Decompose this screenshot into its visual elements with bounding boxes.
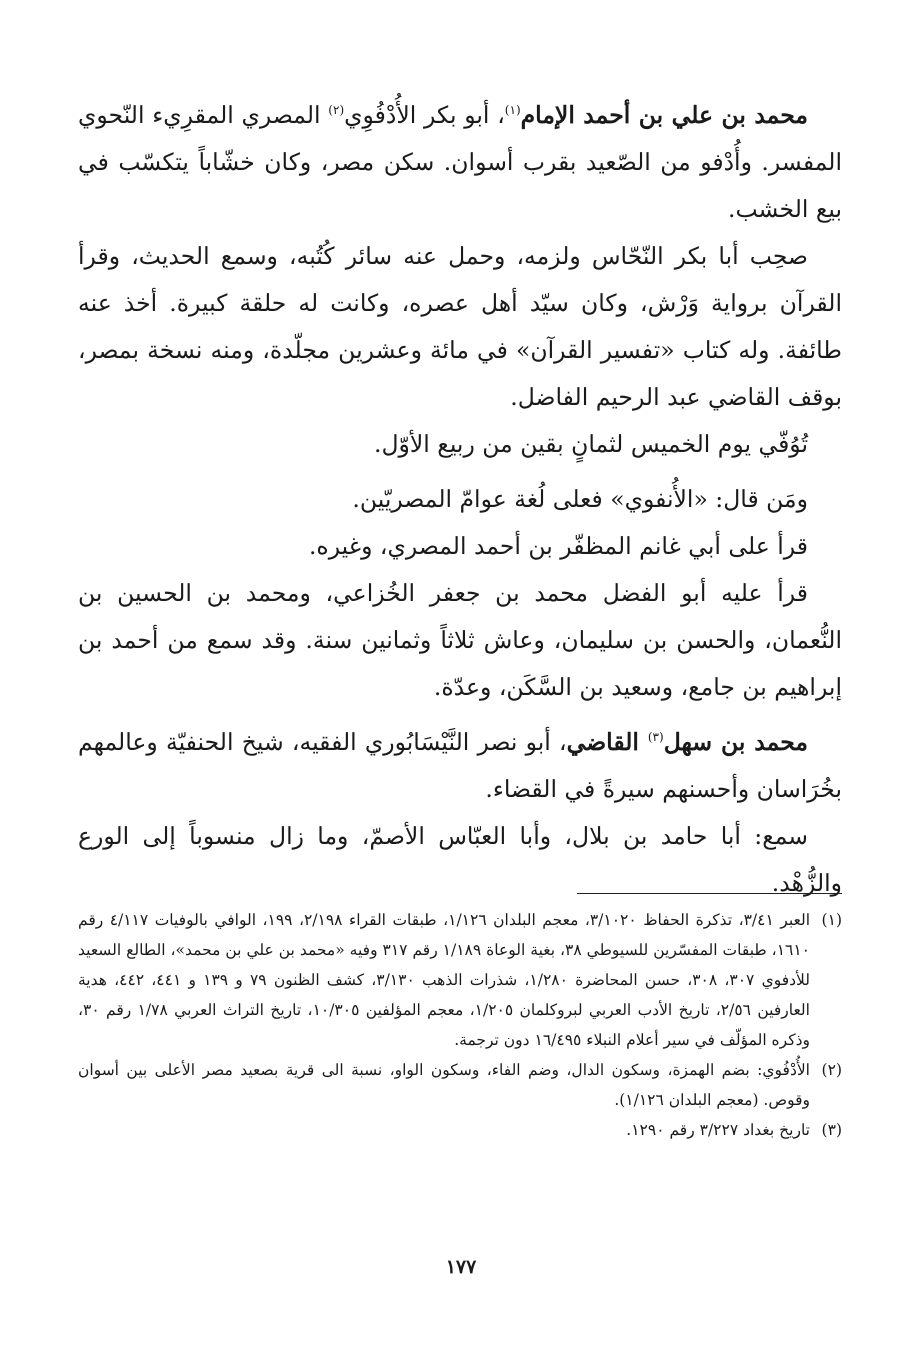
entry-1-read-paragraph: قرأ على أبي غانم المظفّر بن أحمد المصري، وغيره. xyxy=(308,532,808,560)
footnote-2 xyxy=(78,1055,842,1115)
entry-1-teachers-paragraph: صحِب أبا بكر النّحّاس ولزمه، وحمل عنه سائر كُتُبه، وسمع الحديث، وقرأ القرآن برواية وَرْش، وكان سيّد أهل عصره، وكانت له حلقة كبيرة. أخذ عنه طائفة. وله كتاب «تفسير القرآن» في مائة وعشرين مجلّدة، ومنه نسخة بمصر، بوقف القاضي عبد الرحيم الفاضل. xyxy=(78,242,842,411)
footnote-separator xyxy=(577,893,842,894)
entry-2-heading-2: القاضي xyxy=(566,728,648,756)
footnotes xyxy=(78,905,842,1145)
footnote-text: العبر ٣/٤١، تذكرة الحفاظ ٣/١٠٢٠، معجم البلدان ١/١٢٦، طبقات القراء ٢/١٩٨، ١٩٩، الوافي بالوفيات ٤/١١٧ رقم ١٦١٠، طبقات المفسّرين للسيوطي ٣٨، بغية الوعاة ١/١٨٩ رقم ٣١٧ وفيه «محمد بن علي بن محمد»، الطالع السعيد للأدفوي ٣٠٧، ٣٠٨، حسن المحاضرة ١/٢٨٠، شذرات الذهب ٣/١٣٠، كشف الظنون ٧٩ و ١٣٩ و ٤٤١، ٤٤٢، هدية العارفين ٢/٥٦، تاريخ الأدب العربي لبروكلمان ١/٢٠٥، معجم المؤلفين ١٠/٣٠٥، تاريخ التراث العربي ١/٧٨ رقم ٣٠، وذكره المؤلّف في سير أعلام النبلاء ١٦/٤٩٥ دون ترجمة. xyxy=(78,911,811,1049)
entry-2-paragraph xyxy=(78,719,842,813)
entry-1-paragraph xyxy=(78,92,842,233)
entry-1-text-a: ، أبو بكر الأُدْفُوِي xyxy=(344,101,505,129)
entry-1-text-b: المصري المقرِيء النّحوي المفسر. وأُدْفو من الصّعيد بقرب أسوان. سكن مصر، وكان خشّاباً يتكسّب في بيع الخشب. xyxy=(78,101,842,223)
footnote-marker-3: (٣) xyxy=(647,730,664,745)
entry-2-heading: محمد بن سهل xyxy=(663,728,808,756)
footnote-text: تاريخ بغداد ٣/٢٢٧ رقم ١٢٩٠. xyxy=(626,1121,810,1139)
footnote-text: الأُدْفُوي: بضم الهمزة، وسكون الدال، وضم الفاء، وسكون الواو، نسبة الى قرية بصعيد مصر الأعلى بين أسوان وقوص. (معجم البلدان ١/١٢٦). xyxy=(78,1061,810,1109)
footnote-1 xyxy=(78,905,842,1055)
entry-2-text: ، أبو نصر النَّيْسَابُوري الفقيه، شيخ الحنفيّة وعالمهم بخُرَاسان وأحسنهم سيرةً في القضاء. xyxy=(78,728,842,803)
footnote-3 xyxy=(78,1115,842,1145)
footnote-number: (٢) xyxy=(821,1061,842,1079)
entry-1-death-paragraph: تُوُفّي يوم الخميس لثمانٍ بقين من ربيع الأوّل. xyxy=(374,430,808,458)
footnote-marker-2: (٢) xyxy=(328,103,345,118)
page-number: ١٧٧ xyxy=(445,1256,477,1278)
entry-1-heading: محمد بن علي بن أحمد الإمام xyxy=(520,101,809,129)
entry-1-nisba-paragraph: ومَن قال: «الأُنفوي» فعلى لُغة عوامّ المصريّين. xyxy=(352,485,808,513)
footnote-marker-1: (١) xyxy=(504,103,521,118)
footnote-number: (٣) xyxy=(821,1121,842,1139)
main-text xyxy=(78,92,842,907)
entry-2-heard-paragraph: سمع: أبا حامد بن بلال، وأبا العبّاس الأصمّ، وما زال منسوباً إلى الورع والزُّهْد. xyxy=(78,822,842,897)
entry-1-students-paragraph: قرأ عليه أبو الفضل محمد بن جعفر الخُزاعي، ومحمد بن الحسين بن النُّعمان، والحسن بن سليمان، وعاش ثلاثاً وثمانين سنة. وقد سمع من أحمد بن إبراهيم بن جامع، وسعيد بن السَّكَن، وعدّة. xyxy=(78,579,842,701)
footnote-number: (١) xyxy=(821,911,842,929)
